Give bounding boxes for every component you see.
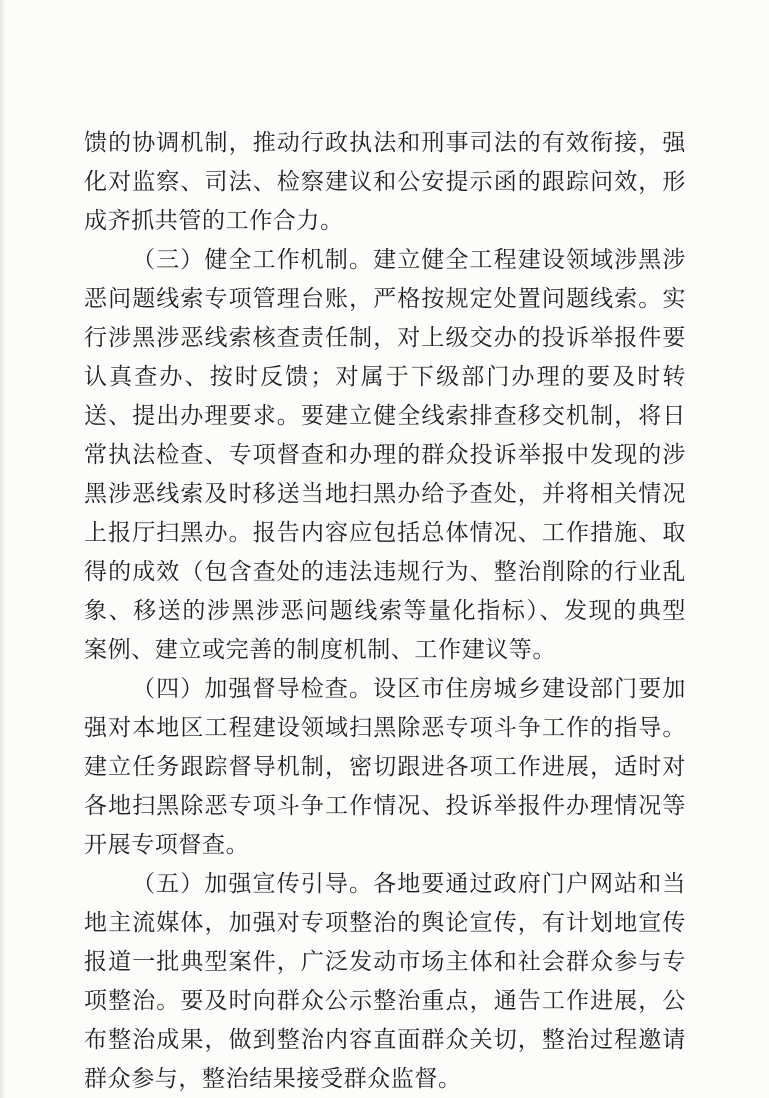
paragraph-section-5: （五）加强宣传引导。各地要通过政府门户网站和当地主流媒体，加强对专项整治的舆论宣传，有计划地宣传报道一批典型案件，广泛发动市场主体和社会群众参与专项整治。要及时向群众公示整治重点，通告工作进展，公布整治成果，做到整治内容直面群众关切，整治过程邀请群众参与，整治结果接受群众监督。 (84, 871, 686, 1092)
page-edge-shadow (0, 0, 6, 1098)
paragraph-continuation: 馈的协调机制，推动行政执法和刑事司法的有效衔接，强化对监察、司法、检察建议和公安提示函的跟踪问效，形成齐抓共管的工作合力。 (84, 130, 686, 234)
paragraph-section-3: （三）健全工作机制。建立健全工程建设领域涉黑涉恶问题线索专项管理台账，严格按规定处置问题线索。实行涉黑涉恶线索核查责任制，对上级交办的投诉举报件要认真查办、按时反馈；对属于下级部门办理的要及时转送、提出办理要求。要建立健全线索排查移交机制，将日常执法检查、专项督查和办理的群众投诉举报中发现的涉黑涉恶线索及时移送当地扫黑办给予查处，并将相关情况上报厅扫黑办。报告内容应包括总体情况、工作措施、取得的成效（包含查处的违法违规行为、整治削除的行业乱象、移送的涉黑涉恶问题线索等量化指标）、发现的典型案例、建立或完善的制度机制、工作建议等。 (84, 247, 686, 663)
paragraph-section-4: （四）加强督导检查。设区市住房城乡建设部门要加强对本地区工程建设领域扫黑除恶专项斗争工作的指导。建立任务跟踪督导机制，密切跟进各项工作进展，适时对各地扫黑除恶专项斗争工作情况、投诉举报件办理情况等开展专项督查。 (84, 676, 686, 858)
document-body (84, 124, 686, 1098)
